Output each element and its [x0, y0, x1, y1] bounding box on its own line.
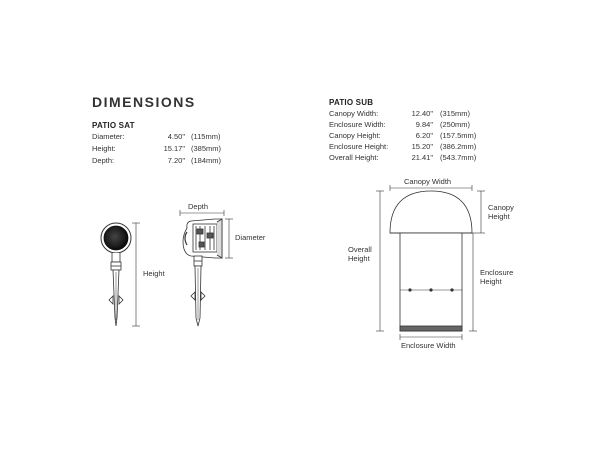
- overall-height-label-line2: Height: [348, 254, 370, 263]
- spec-imperial: 21.41": [411, 153, 433, 162]
- enclosure-width-label: Enclosure Width: [401, 341, 456, 350]
- depth-label: Depth: [188, 202, 209, 211]
- spec-metric: (315mm): [440, 109, 471, 118]
- diameter-label: Diameter: [235, 233, 266, 242]
- patio-sat-front-view: [101, 223, 131, 326]
- spec-metric: (385mm): [191, 144, 222, 153]
- spec-metric: (115mm): [191, 132, 221, 141]
- enclosure-height-dimension: [469, 233, 477, 331]
- spec-imperial: 6.20": [415, 131, 433, 140]
- patio-sub-view: [390, 191, 472, 331]
- canopy-height-dimension: [477, 191, 485, 233]
- spec-label: Height:: [92, 144, 116, 153]
- spec-imperial: 12.40": [411, 109, 433, 118]
- spec-metric: (543.7mm): [440, 153, 477, 162]
- height-label: Height: [143, 269, 165, 278]
- diameter-dimension: [225, 219, 233, 258]
- height-dimension: [132, 223, 140, 326]
- enclosure-height-label-line1: Enclosure: [480, 268, 514, 277]
- spec-label: Enclosure Height:: [329, 142, 389, 151]
- canopy-height-label-line2: Height: [488, 212, 510, 221]
- patio-sat-title: PATIO SAT: [92, 121, 135, 130]
- spec-imperial: 15.20": [411, 142, 433, 151]
- patio-sub-title: PATIO SUB: [329, 98, 374, 107]
- overall-height-label-line1: Overall: [348, 245, 372, 254]
- spec-label: Depth:: [92, 156, 115, 165]
- spec-metric: (157.5mm): [440, 131, 477, 140]
- canopy-width-label: Canopy Width: [404, 177, 452, 186]
- spec-label: Canopy Height:: [329, 131, 381, 140]
- spec-metric: (184mm): [191, 156, 222, 165]
- patio-sat-side-view: [183, 219, 222, 326]
- enclosure-height-label-line2: Height: [480, 277, 502, 286]
- page-title: DIMENSIONS: [92, 94, 196, 110]
- spec-metric: (250mm): [440, 120, 471, 129]
- spec-metric: (386.2mm): [440, 142, 477, 151]
- spec-label: Diameter:: [92, 132, 125, 141]
- enclosure-width-dimension: [400, 334, 462, 340]
- spec-imperial: 4.50": [167, 132, 185, 141]
- spec-label: Overall Height:: [329, 153, 379, 162]
- canopy-height-label-line1: Canopy: [488, 203, 514, 212]
- overall-height-dimension: [376, 191, 384, 331]
- spec-imperial: 15.17": [163, 144, 185, 153]
- spec-imperial: 7.20": [167, 156, 185, 165]
- spec-label: Canopy Width:: [329, 109, 379, 118]
- spec-imperial: 9.84": [415, 120, 433, 129]
- spec-label: Enclosure Width:: [329, 120, 386, 129]
